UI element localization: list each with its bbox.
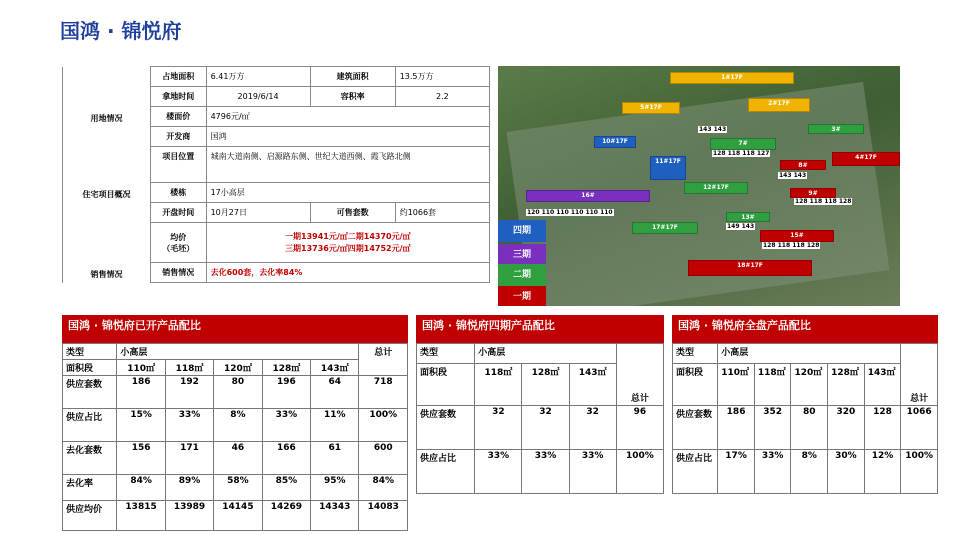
cell: 156 [117,442,165,475]
building-10: 10#17F [594,136,636,148]
cell: 89% [165,475,213,501]
building-2: 2#17F [748,98,810,112]
cell: 352 [754,406,791,450]
avg-price-line2: 三期13736元/㎡四期14752元/㎡ [285,243,411,253]
cell: 96 [616,406,663,450]
unit-label: 128 118 118 127 [713,150,770,157]
developer-value: 国鸿 [206,127,489,147]
area-128: 128㎡ [522,364,569,406]
area-range-label: 面积段 [63,360,117,376]
cell: 11% [311,409,359,442]
section-land-label: 用地情况 [63,67,151,127]
building-type-label: 楼栋 [151,183,207,203]
cell: 13989 [165,501,213,531]
opened-products-panel [62,315,408,531]
total-header: 总计 [616,344,663,406]
date-value: 2019/6/14 [206,87,310,107]
sales-value: 去化600套，去化率84% [206,263,489,283]
area-143: 143㎡ [864,364,901,406]
cell: 32 [475,406,522,450]
cell: 166 [262,442,310,475]
cell: 196 [262,376,310,409]
avg-price-line1: 一期13941元/㎡二期14370元/㎡ [285,231,411,241]
opened-products-table [62,343,408,531]
cell: 320 [828,406,865,450]
area-110: 110㎡ [718,364,755,406]
area-143: 143㎡ [569,364,616,406]
building-type-value: 17小高层 [206,183,489,203]
cell: 600 [359,442,408,475]
area-range-label: 面积段 [673,364,718,406]
cell: 1066 [901,406,938,450]
type-label: 类型 [63,344,117,360]
cell: 192 [165,376,213,409]
building-4: 4#17F [832,152,900,166]
area-range-label: 面积段 [417,364,475,406]
cell: 15% [117,409,165,442]
far-label: 容积率 [310,87,395,107]
floor-price-label: 楼面价 [151,107,207,127]
floor-price-value: 4796元/㎡ [206,107,489,127]
cell: 33% [569,450,616,494]
supply-label: 可售套数 [310,203,395,223]
row-label: 供应均价 [63,501,117,531]
area-143: 143㎡ [311,360,359,376]
cell: 718 [359,376,408,409]
cell: 186 [718,406,755,450]
area-110: 110㎡ [117,360,165,376]
type-label: 类型 [417,344,475,364]
cell: 33% [165,409,213,442]
cell: 32 [569,406,616,450]
building-15: 15# [760,230,834,242]
area-118: 118㎡ [754,364,791,406]
open-date-label: 开盘时间 [151,203,207,223]
row-label: 供应占比 [63,409,117,442]
building-8: 8# [780,160,826,170]
cell: 33% [475,450,522,494]
cell: 14145 [214,501,262,531]
row-label: 去化率 [63,475,117,501]
cell: 100% [616,450,663,494]
building-12: 12#17F [684,182,748,194]
far-value: 2.2 [395,87,489,107]
legend-phase-2: 二期 [498,264,546,286]
type-value: 小高层 [718,344,901,364]
building-16: 16# [526,190,650,202]
cell: 128 [864,406,901,450]
cell: 80 [791,406,828,450]
building-18: 18#17F [688,260,812,276]
unit-label: 128 118 118 128 [763,242,820,249]
site-plan-map [498,66,900,306]
cell: 80 [214,376,262,409]
all-products-table [672,343,938,494]
phase4-products-panel [416,315,664,494]
row-label: 供应套数 [673,406,718,450]
phase4-products-title: 国鸿 · 锦悦府四期产品配比 [416,315,664,343]
row-label: 供应占比 [417,450,475,494]
type-value: 小高层 [117,344,359,360]
total-header: 总计 [359,344,408,376]
cell: 14343 [311,501,359,531]
cell: 17% [718,450,755,494]
unit-label: 143 143 [779,172,807,179]
legend-phase-1: 一期 [498,286,546,306]
cell: 61 [311,442,359,475]
cell: 8% [214,409,262,442]
opened-products-title: 国鸿 · 锦悦府已开产品配比 [62,315,408,343]
cell: 12% [864,450,901,494]
area-value: 6.41万方 [206,67,310,87]
land-info-table [62,66,490,283]
all-products-title: 国鸿 · 锦悦府全盘产品配比 [672,315,938,343]
building-1: 1#17F [670,72,794,84]
sales-label: 销售情况 [151,263,207,283]
row-label: 供应套数 [417,406,475,450]
phase4-products-table [416,343,664,494]
section-project-label: 住宅项目概况 [63,127,151,203]
cell: 100% [901,450,938,494]
unit-label: 149 143 [727,223,755,230]
row-label: 供应套数 [63,376,117,409]
avg-price-label: 均价 （毛坯） [151,223,207,263]
unit-label: 120 110 110 110 110 110 [527,209,613,216]
cell: 46 [214,442,262,475]
row-label: 供应占比 [673,450,718,494]
type-value: 小高层 [475,344,616,364]
cell: 95% [311,475,359,501]
building-11: 11#17F [650,156,686,180]
location-label: 项目位置 [151,147,207,183]
total-header: 总计 [901,344,938,406]
cell: 33% [522,450,569,494]
cell: 58% [214,475,262,501]
cell: 8% [791,450,828,494]
building-17: 17#17F [632,222,698,234]
area-128: 128㎡ [262,360,310,376]
building-3: 3# [808,124,864,134]
cell: 100% [359,409,408,442]
cell: 30% [828,450,865,494]
cell: 33% [262,409,310,442]
cell: 13815 [117,501,165,531]
area-label: 占地面积 [151,67,207,87]
cell: 14269 [262,501,310,531]
build-value: 13.5万方 [395,67,489,87]
developer-label: 开发商 [151,127,207,147]
legend-phase-4: 四期 [498,220,546,242]
area-120: 120㎡ [214,360,262,376]
area-128: 128㎡ [828,364,865,406]
supply-value: 约1066套 [395,203,489,223]
cell: 14083 [359,501,408,531]
cell: 186 [117,376,165,409]
building-13: 13# [726,212,770,222]
cell: 171 [165,442,213,475]
cell: 33% [754,450,791,494]
section-sales-label: 销售情况 [63,203,151,283]
building-9: 9# [790,188,836,198]
area-118: 118㎡ [475,364,522,406]
cell: 64 [311,376,359,409]
area-120: 120㎡ [791,364,828,406]
open-date-value: 10月27日 [206,203,310,223]
build-label: 建筑面积 [310,67,395,87]
legend-phase-3: 三期 [498,244,546,266]
building-5: 5#17F [622,102,680,114]
cell: 32 [522,406,569,450]
cell: 84% [359,475,408,501]
cell: 85% [262,475,310,501]
page-title: 国鸿 · 锦悦府 [60,19,182,43]
unit-label: 143 143 [699,126,727,133]
date-label: 拿地时间 [151,87,207,107]
cell: 84% [117,475,165,501]
building-7: 7# [710,138,776,150]
type-label: 类型 [673,344,718,364]
area-118: 118㎡ [165,360,213,376]
location-value: 城南大道南侧、启源路东侧、世纪大道西侧、霞飞路北侧 [206,147,489,183]
row-label: 去化套数 [63,442,117,475]
all-products-panel [672,315,938,494]
unit-label: 128 118 118 128 [795,198,852,205]
